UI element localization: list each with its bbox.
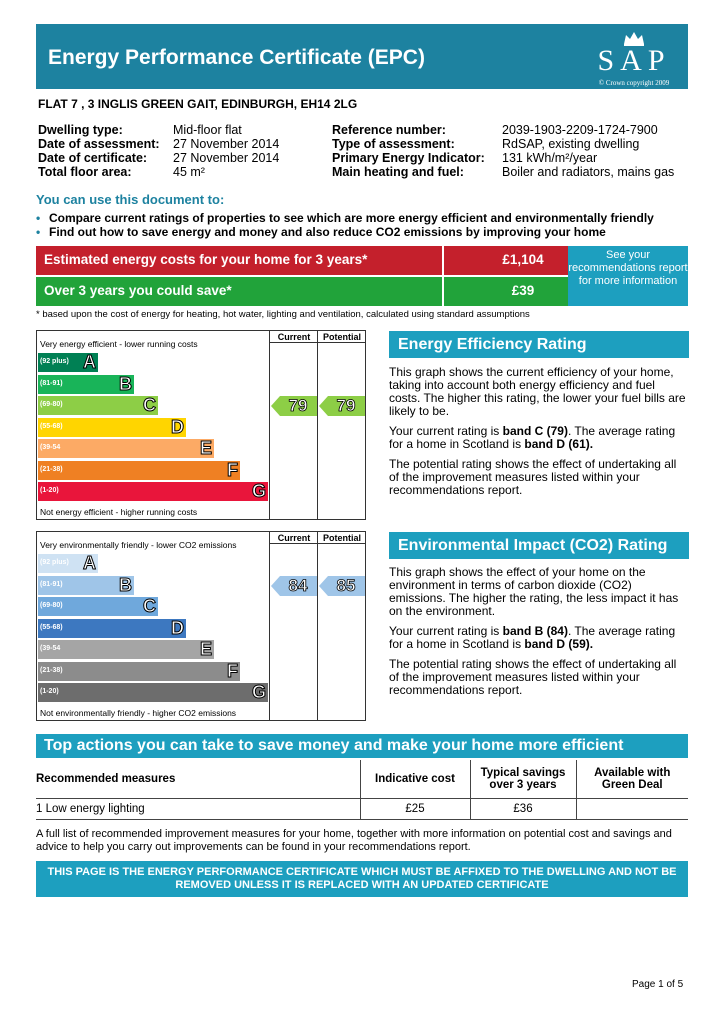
rating-band-b [38,375,134,394]
current-rating-arrow [271,396,317,416]
detail-value: 2039-1903-2209-1724-7900 [502,123,658,137]
column-header: Recommended measures [36,760,360,798]
detail-value: Mid-floor flat [173,123,242,137]
band-range: (1-20) [40,487,59,494]
energy-efficiency-chart [36,330,366,520]
current-rating-arrow-value: 84 [288,575,308,595]
property-address: FLAT 7 , 3 INGLIS GREEN GAIT, EDINBURGH, EH14 2LG [38,97,358,111]
band-letter: G [251,682,266,702]
band-range: (92 plus) [40,559,69,566]
efficiency-panel-title: Energy Efficiency Rating [389,331,689,358]
rating-band-f [38,662,240,681]
use-document-heading: You can use this document to: [36,192,225,207]
potential-column-header: Potential [318,532,366,544]
column-header: Available with Green Deal [576,760,688,798]
band-range: (69-80) [40,602,63,609]
band-letter: E [199,639,212,659]
average-band: band D (61). [524,437,594,451]
cost-footnote: * based upon the cost of energy for heating, hot water, lighting and ventilation, calculated using standard assumptions [36,309,530,320]
potential-rating-arrow-value: 79 [336,396,356,415]
estimated-cost-value: £1,104 [444,246,602,275]
detail-value: 27 November 2014 [173,137,280,151]
full-list-note: A full list of recommended improvement measures for your home, together with more information on potential cost and savings and advice to help you carry out improvements can be found in your recommendations report. [36,828,672,853]
bullet-icon: • [36,225,41,239]
detail-value: 45 m² [173,165,205,179]
current-column [269,331,318,519]
band-letter: C [143,395,156,415]
rating-band-g [38,482,268,501]
panel-paragraph: This graph shows the effect of your home on the environment in terms of carbon dioxide (CO2) emissions. The higher the rating, the less impact it has on the environment. [389,565,679,618]
detail-label: Total floor area: [38,165,132,179]
current-column-header: Current [270,532,318,544]
estimated-cost-label: Estimated energy costs for your home for 3 years* [36,246,442,275]
column-header: Indicative cost [360,760,470,798]
top-actions-heading: Top actions you can take to save money and make your home more efficient [36,734,688,758]
details-left [38,123,323,179]
chart-bottom-caption: Not energy efficient - higher running costs [40,507,198,517]
band-range: (81-91) [40,379,63,387]
rating-band-b [38,576,134,595]
bullet-item [36,211,654,225]
sap-copyright: © Crown copyright 2009 [598,79,670,87]
current-band: band B (84) [502,624,568,638]
certificate-notice: THIS PAGE IS THE ENERGY PERFORMANCE CERTIFICATE WHICH MUST BE AFFIXED TO THE DWELLING AND NOT BE REMOVED UNLESS IT IS REPLACED WITH AN UPDATED CERTIFICATE [36,861,688,897]
panel-paragraph [389,625,689,651]
band-range: (69-80) [40,401,63,408]
detail-value: 27 November 2014 [173,151,280,165]
current-band: band C (79) [502,424,568,438]
rating-band-a [38,353,98,372]
detail-label: Type of assessment: [332,137,455,151]
savings-value: £39 [444,277,602,306]
rating-band-f [38,461,240,480]
environment-panel-title: Environmental Impact (CO2) Rating [389,532,689,559]
band-letter: B [119,373,132,394]
epc-header [36,24,688,89]
detail-row [38,123,323,137]
measure-cost: £25 [360,798,470,819]
environment-panel-text [389,566,689,704]
panel-paragraph: The potential rating shows the effect of undertaking all of the improvement measures listed within your recommendations report. [389,457,677,497]
detail-label: Primary Energy Indicator: [332,151,485,165]
rating-columns [269,532,366,720]
current-column [269,532,318,720]
rating-band-a [38,554,98,573]
bullet-text: Find out how to save energy and money and also reduce CO2 emissions by improving your home [49,225,606,239]
potential-rating-arrow [319,396,365,416]
band-letter: D [171,617,184,638]
band-range: (39-54 [40,645,61,652]
chart-bottom-caption: Not environmentally friendly - higher CO2 emissions [40,708,237,718]
detail-row [38,165,323,179]
recommended-measures-table [36,760,688,820]
measure-savings: £36 [470,798,576,819]
chart-top-caption: Very energy efficient - lower running costs [40,339,198,349]
rating-band-c [38,396,158,415]
rating-band-d [38,418,186,437]
rating-band-d [38,619,186,638]
detail-label: Reference number: [332,123,446,137]
table-header-row [36,760,688,798]
current-rating-arrow [271,576,317,596]
band-range: (55-68) [40,623,63,631]
panel-paragraph: The potential rating shows the effect of undertaking all of the improvement measures listed within your recommendations report. [389,657,677,697]
page-number: Page 1 of 5 [632,979,684,990]
detail-row [38,137,323,151]
band-letter: D [171,416,184,437]
bullet-item [36,225,654,239]
text-run: . The average rating for a home in Scotland is [389,424,676,451]
detail-label: Dwelling type: [38,123,123,137]
band-range: (55-68) [40,422,63,430]
average-band: band D (59). [524,637,594,651]
potential-column [317,532,366,720]
detail-label: Main heating and fuel: [332,165,464,179]
chart-top-caption: Very environmentally friendly - lower CO2 emissions [40,540,237,550]
band-letter: A [83,553,96,573]
band-range: (21-38) [40,465,63,473]
bullet-text: Compare current ratings of properties to see which are more energy efficient and environmentally friendly [49,211,654,225]
band-range: (21-38) [40,666,63,674]
detail-row [332,137,682,151]
efficiency-panel-text [389,366,689,504]
current-column-header: Current [270,331,318,343]
potential-column [317,331,366,519]
band-letter: B [119,574,132,595]
band-letter: F [227,459,238,480]
band-letter: E [199,438,212,458]
current-rating-arrow-value: 79 [288,396,308,415]
table-row [36,798,688,819]
rating-band-e [38,640,214,659]
band-range: (1-20) [40,688,59,695]
panel-paragraph: This graph shows the current efficiency of your home, taking into account both energy efficiency and fuel costs. The higher this rating, the lower your fuel bills are likely to be. [389,365,686,418]
rating-columns [269,331,366,519]
detail-value: 131 kWh/m²/year [502,151,598,165]
band-letter: A [83,352,96,372]
details-right [332,123,682,179]
environmental-impact-chart [36,531,366,721]
band-range: (81-91) [40,580,63,588]
detail-row [332,123,682,137]
band-letter: G [251,481,266,501]
detail-value: RdSAP, existing dwelling [502,137,640,151]
band-letter: C [143,596,156,616]
band-range: (39-54 [40,444,61,451]
sap-logo-text: SAP [597,44,671,77]
bullet-icon: • [36,211,41,225]
page-title: Energy Performance Certificate (EPC) [48,46,425,69]
column-header: Typical savings over 3 years [470,760,576,798]
measure-green-deal [576,798,688,819]
detail-row [332,151,682,165]
text-run: Your current rating is [389,624,503,638]
detail-row [332,165,682,179]
rating-band-e [38,439,214,458]
band-range: (92 plus) [40,358,69,365]
detail-row [38,151,323,165]
potential-rating-arrow [319,576,365,596]
text-run: . The average rating for a home in Scotland is [389,624,676,651]
savings-label: Over 3 years you could save* [36,277,442,306]
text-run: Your current rating is [389,424,503,438]
measure-name: 1 Low energy lighting [36,798,360,819]
potential-rating-arrow-value: 85 [336,575,356,595]
band-letter: F [227,660,238,681]
usage-bullets [36,211,654,239]
panel-paragraph [389,425,689,451]
potential-column-header: Potential [318,331,366,343]
rating-band-c [38,597,158,616]
detail-label: Date of assessment: [38,137,160,151]
rating-band-g [38,683,268,702]
see-recommendations-box: See your recommendations report for more information [568,246,688,306]
sap-logo [588,30,680,86]
detail-label: Date of certificate: [38,151,148,165]
detail-value: Boiler and radiators, mains gas [502,165,675,179]
